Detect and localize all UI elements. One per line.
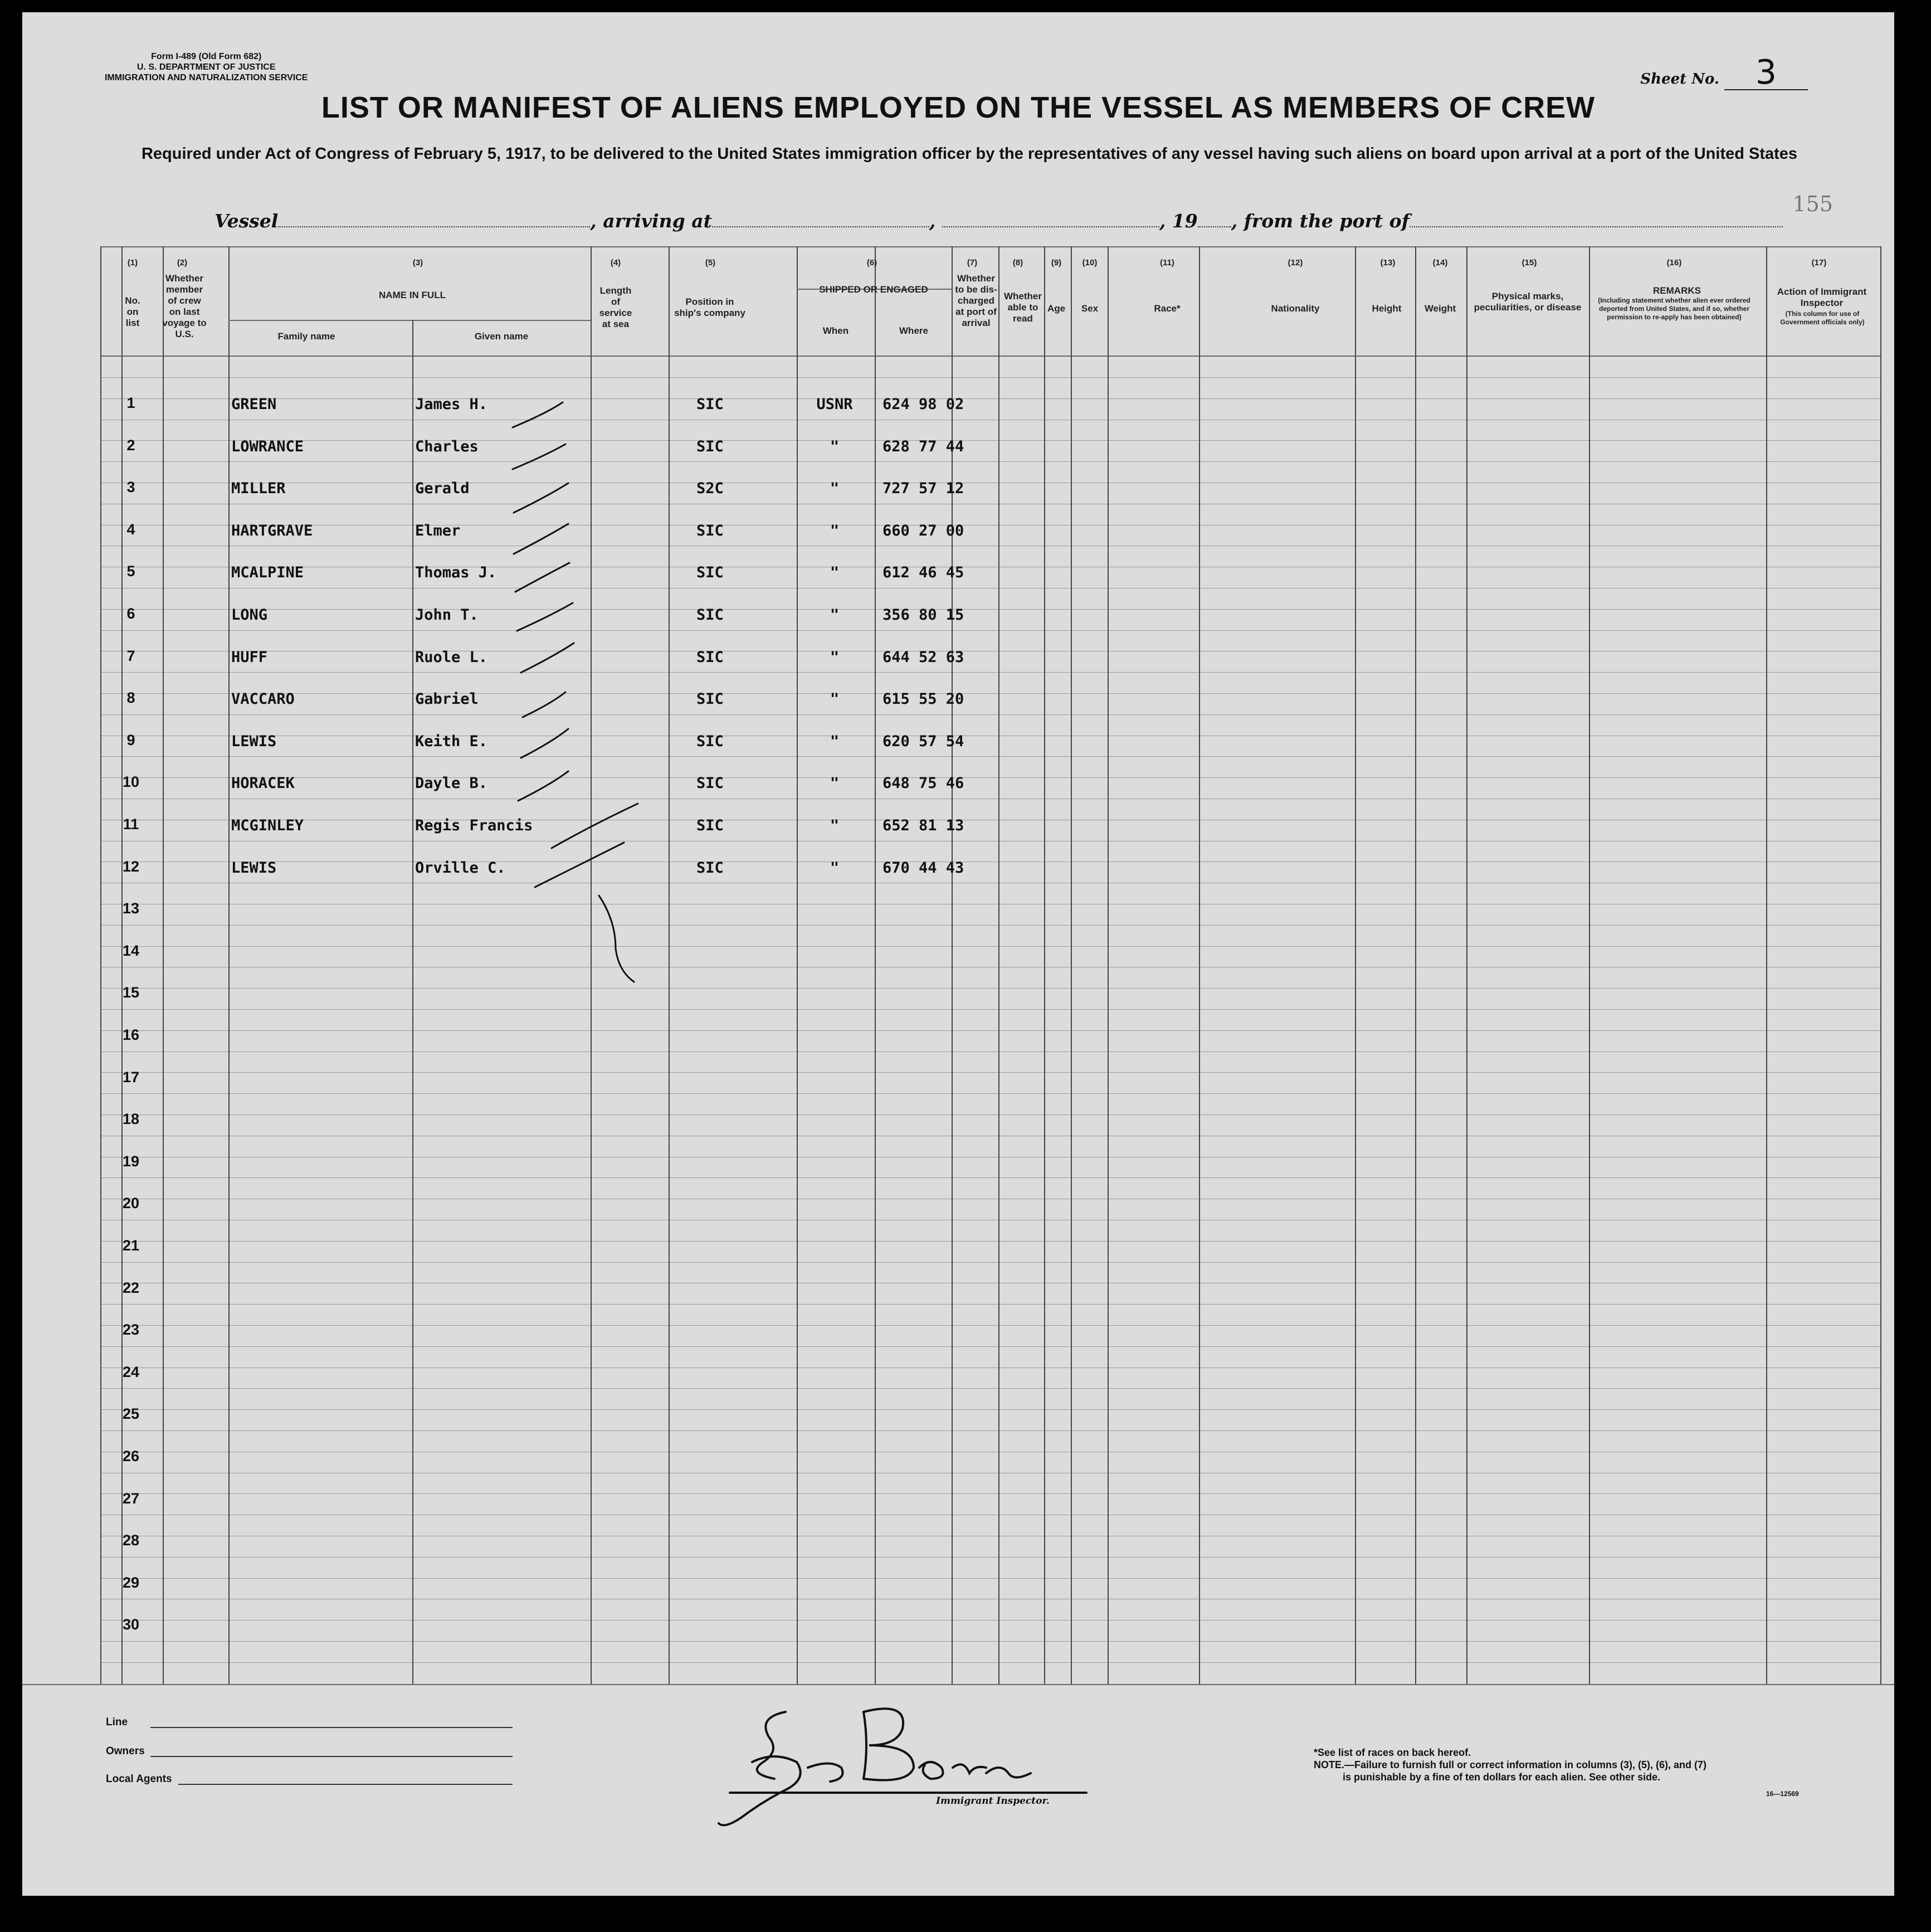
row-number: 6 xyxy=(126,605,135,622)
column-rule xyxy=(1355,246,1356,1684)
arriving-label: , arriving at xyxy=(590,210,712,232)
col-6-number: (6) xyxy=(866,258,877,267)
row-number: 5 xyxy=(126,563,135,580)
owners-label: Owners xyxy=(106,1745,145,1757)
row-number: 11 xyxy=(123,816,139,833)
col-16-header: REMARKS xyxy=(1653,285,1701,296)
line-label: Line xyxy=(106,1716,128,1728)
column-rule xyxy=(797,246,798,1684)
row-number: 23 xyxy=(122,1321,140,1338)
col-10-number: (10) xyxy=(1082,258,1098,267)
crew-position: SIC xyxy=(696,690,724,708)
row-number: 28 xyxy=(122,1532,140,1549)
crew-shipped-where: 648 75 46 xyxy=(882,775,964,792)
year-blank xyxy=(1198,212,1231,227)
vessel-blank xyxy=(278,212,590,227)
crew-shipped-where: 660 27 00 xyxy=(882,522,964,539)
row-rule xyxy=(100,1030,1880,1031)
column-rule xyxy=(998,246,999,1684)
crew-given-name: Thomas J. xyxy=(415,564,497,581)
col-11-header: Race* xyxy=(1154,303,1181,314)
col-11-number: (11) xyxy=(1160,258,1174,267)
col-3-family-header: Family name xyxy=(277,331,335,342)
column-rule xyxy=(1044,246,1045,1684)
crew-family-name: VACCARO xyxy=(231,690,295,708)
line-blank xyxy=(150,1726,513,1728)
page-title: LIST OR MANIFEST OF ALIENS EMPLOYED ON THE VESSEL AS MEMBERS OF CREW xyxy=(321,91,1596,124)
row-rule xyxy=(100,1430,1880,1431)
row-rule xyxy=(100,1241,1880,1242)
crew-position: SIC xyxy=(696,522,724,539)
crew-shipped-when: " xyxy=(830,775,840,792)
col-3-given-header: Given name xyxy=(474,331,529,342)
crew-family-name: HORACEK xyxy=(231,775,295,792)
col-16-number: (16) xyxy=(1666,258,1682,267)
crew-shipped-when: USNR xyxy=(816,396,853,413)
row-rule xyxy=(100,1325,1880,1326)
col-16-subheader: (Including statement whether alien ever ordered deported from United States, and if so, whether permission to re-apply has been obtained) xyxy=(1598,296,1750,321)
crew-family-name: LEWIS xyxy=(231,859,277,877)
row-number: 21 xyxy=(122,1237,140,1254)
manifest-sheet xyxy=(22,12,1894,1896)
col-12-number: (12) xyxy=(1288,258,1303,267)
row-number: 26 xyxy=(122,1448,140,1464)
crew-given-name: Gabriel xyxy=(415,690,479,708)
column-rule xyxy=(1880,246,1881,1684)
date-blank xyxy=(942,212,1159,227)
races-note: *See list of races on back hereof. xyxy=(1314,1747,1471,1758)
crew-family-name: LOWRANCE xyxy=(231,438,304,455)
crew-family-name: GREEN xyxy=(231,396,277,413)
penalty-note-line-1: NOTE.—Failure to furnish full or correct information in columns (3), (5), (6), and (7) xyxy=(1314,1759,1707,1770)
service-name: IMMIGRATION AND NATURALIZATION SERVICE xyxy=(105,73,308,82)
crew-given-name: James H. xyxy=(415,396,488,413)
inspector-signature xyxy=(696,1690,1120,1829)
crew-given-name: Elmer xyxy=(415,522,461,539)
department-name: U. S. DEPARTMENT OF JUSTICE xyxy=(136,62,276,72)
col-9-header: Age xyxy=(1047,303,1066,314)
year-label: , 19 xyxy=(1159,210,1198,232)
crew-shipped-where: 356 80 15 xyxy=(882,606,964,624)
crew-shipped-when: " xyxy=(830,606,840,624)
col-7-header: Whether to be dis-charged at port of arrival xyxy=(955,273,997,328)
crew-shipped-where: 612 46 45 xyxy=(882,564,964,581)
crew-shipped-where: 620 57 54 xyxy=(882,733,964,750)
col-15-header: Physical marks, peculiarities, or disease xyxy=(1474,291,1582,313)
col-15-number: (15) xyxy=(1522,258,1537,267)
row-rule xyxy=(100,1262,1880,1263)
crew-shipped-where: 615 55 20 xyxy=(882,690,964,708)
col-7-number: (7) xyxy=(967,258,978,267)
sheet-number-label: Sheet No. xyxy=(1640,71,1719,87)
crew-shipped-where: 670 44 43 xyxy=(882,859,964,877)
row-rule xyxy=(100,1557,1880,1558)
column-rule xyxy=(952,246,953,1684)
crew-position: SIC xyxy=(696,775,724,792)
crew-shipped-where: 652 81 13 xyxy=(882,817,964,834)
col-8-number: (8) xyxy=(1012,258,1023,267)
crew-position: SIC xyxy=(696,564,724,581)
col-2-header: Whether member of crew on last voyage to U.S. xyxy=(162,273,207,339)
crew-position: SIC xyxy=(696,733,724,750)
col-3-number: (3) xyxy=(412,258,423,267)
crew-position: SIC xyxy=(696,859,724,877)
row-number: 29 xyxy=(122,1574,140,1591)
row-number: 22 xyxy=(122,1279,140,1296)
column-rule xyxy=(1199,246,1200,1684)
crew-shipped-where: 727 57 12 xyxy=(882,480,964,497)
vessel-line: Vessel , arriving at , , 19 , from the port of xyxy=(214,210,1783,232)
crew-given-name: John T. xyxy=(415,606,479,624)
column-rule xyxy=(1589,246,1590,1684)
col-2-number: (2) xyxy=(177,258,188,267)
col-6-when-header: When xyxy=(822,325,849,336)
sheet-number xyxy=(1640,53,1808,92)
immigrant-inspector-label: Immigrant Inspector. xyxy=(936,1795,1050,1807)
crew-position: SIC xyxy=(696,817,724,834)
col-3-header: NAME IN FULL xyxy=(379,290,446,300)
form-number: Form I-489 (Old Form 682) xyxy=(151,52,262,61)
arriving-blank xyxy=(712,212,929,227)
row-number: 9 xyxy=(126,732,135,748)
row-number: 10 xyxy=(122,773,140,790)
row-number: 17 xyxy=(122,1069,140,1086)
crew-family-name: MILLER xyxy=(231,480,286,497)
vessel-label: Vessel xyxy=(214,210,279,232)
row-number: 27 xyxy=(122,1490,140,1507)
crew-family-name: HARTGRAVE xyxy=(231,522,313,539)
crew-position: SIC xyxy=(696,649,724,666)
row-rule xyxy=(100,1578,1880,1579)
row-number: 1 xyxy=(126,395,135,411)
crew-family-name: MCALPINE xyxy=(231,564,304,581)
row-number: 13 xyxy=(122,900,140,917)
col-9-number: (9) xyxy=(1051,258,1062,267)
row-number: 2 xyxy=(126,437,135,454)
col-4-number: (4) xyxy=(610,258,621,267)
col-10-header: Sex xyxy=(1081,303,1099,314)
row-number: 4 xyxy=(126,521,135,538)
column-rule xyxy=(1415,246,1416,1684)
row-number: 24 xyxy=(122,1364,140,1380)
crew-position: SIC xyxy=(696,606,724,624)
crew-shipped-when: " xyxy=(830,733,840,750)
row-number: 18 xyxy=(122,1111,140,1127)
col-6-where-header: Where xyxy=(899,325,928,336)
page-subtitle: Required under Act of Congress of February 5, 1917, to be delivered to the United States immigration officer by the representatives of any vessel having such aliens on board upon arrival at a port of the United States xyxy=(141,145,1798,163)
crew-position: S2C xyxy=(696,480,724,497)
row-rule xyxy=(100,1662,1880,1663)
row-rule xyxy=(100,1641,1880,1642)
col-1-header: No. on list xyxy=(125,295,140,328)
form-identifier xyxy=(105,51,308,83)
column-rule xyxy=(1466,246,1467,1684)
row-number: 15 xyxy=(122,984,140,1001)
crew-shipped-when: " xyxy=(830,859,840,877)
row-rule xyxy=(100,1072,1880,1073)
col-13-header: Height xyxy=(1372,303,1402,314)
col-14-header: Weight xyxy=(1424,303,1456,314)
crew-shipped-when: " xyxy=(830,564,840,581)
row-number: 7 xyxy=(126,648,135,664)
column-rule xyxy=(1108,246,1109,1684)
crew-shipped-when: " xyxy=(830,522,840,539)
row-rule xyxy=(100,1346,1880,1347)
stamp-number: 155 xyxy=(1792,192,1833,216)
crew-position: SIC xyxy=(696,396,724,413)
row-number: 19 xyxy=(122,1153,140,1170)
crew-shipped-where: 644 52 63 xyxy=(882,649,964,666)
col-5-number: (5) xyxy=(705,258,716,267)
crew-shipped-when: " xyxy=(830,690,840,708)
crew-given-name: Charles xyxy=(415,438,479,455)
row-number: 16 xyxy=(122,1026,140,1043)
row-number: 12 xyxy=(122,858,140,875)
row-number: 14 xyxy=(122,942,140,959)
crew-family-name: MCGINLEY xyxy=(231,817,304,834)
column-rule xyxy=(875,246,876,1684)
col-13-number: (13) xyxy=(1380,258,1396,267)
crew-given-name: Keith E. xyxy=(415,733,488,750)
row-rule xyxy=(100,1409,1880,1410)
row-rule xyxy=(100,1304,1880,1305)
crew-family-name: LONG xyxy=(231,606,268,624)
local-agents-blank xyxy=(178,1783,513,1785)
crew-family-name: LEWIS xyxy=(231,733,277,750)
col-6-header: SHIPPED OR ENGAGED xyxy=(819,284,928,295)
row-number: 20 xyxy=(122,1195,140,1211)
crew-shipped-when: " xyxy=(830,817,840,834)
crew-shipped-when: " xyxy=(830,438,840,455)
col-4-header: Length of service at sea xyxy=(599,285,632,329)
crew-shipped-where: 628 77 44 xyxy=(882,438,964,455)
row-rule xyxy=(100,1177,1880,1178)
row-number: 3 xyxy=(126,479,135,495)
crew-family-name: HUFF xyxy=(231,649,268,666)
crew-given-name: Ruole L. xyxy=(415,649,488,666)
crew-shipped-when: " xyxy=(830,649,840,666)
crew-given-name: Orville C. xyxy=(415,859,506,877)
crew-shipped-when: " xyxy=(830,480,840,497)
penalty-note-line-2: is punishable by a fine of ten dollars for each alien. See other side. xyxy=(1343,1772,1661,1783)
sheet-number-value: 3 xyxy=(1724,56,1808,90)
form-print-code: 16—12569 xyxy=(1766,1790,1799,1798)
row-number: 30 xyxy=(122,1616,140,1633)
row-number: 8 xyxy=(126,689,135,706)
owners-blank xyxy=(150,1755,513,1757)
col-12-header: Nationality xyxy=(1271,303,1320,314)
from-port-label: , from the port of xyxy=(1231,210,1410,232)
crew-given-name: Gerald xyxy=(415,480,470,497)
crew-given-name: Dayle B. xyxy=(415,775,488,792)
row-rule xyxy=(100,1093,1880,1094)
manifest-table xyxy=(100,246,1889,1695)
column-rule xyxy=(1071,246,1072,1684)
footer-rule xyxy=(22,1684,1894,1685)
crew-given-name: Regis Francis xyxy=(415,817,533,834)
row-rule xyxy=(100,1388,1880,1389)
col-17-subheader: (This column for use of Government officials only) xyxy=(1780,310,1865,326)
col-5-header: Position in ship's company xyxy=(674,296,745,318)
col-14-number: (14) xyxy=(1432,258,1448,267)
crew-position: SIC xyxy=(696,438,724,455)
col-8-header: Whether able to read xyxy=(1004,291,1042,324)
row-rule xyxy=(100,1493,1880,1494)
column-rule xyxy=(1766,246,1767,1684)
col-1-number: (1) xyxy=(127,258,138,267)
local-agents-label: Local Agents xyxy=(106,1773,172,1785)
check-marks xyxy=(100,246,769,1026)
col-17-number: (17) xyxy=(1811,258,1827,267)
port-blank xyxy=(1410,212,1783,227)
col-17-header: Action of Immigrant Inspector xyxy=(1777,286,1867,308)
row-number: 25 xyxy=(122,1405,140,1422)
crew-shipped-where: 624 98 02 xyxy=(882,396,964,413)
